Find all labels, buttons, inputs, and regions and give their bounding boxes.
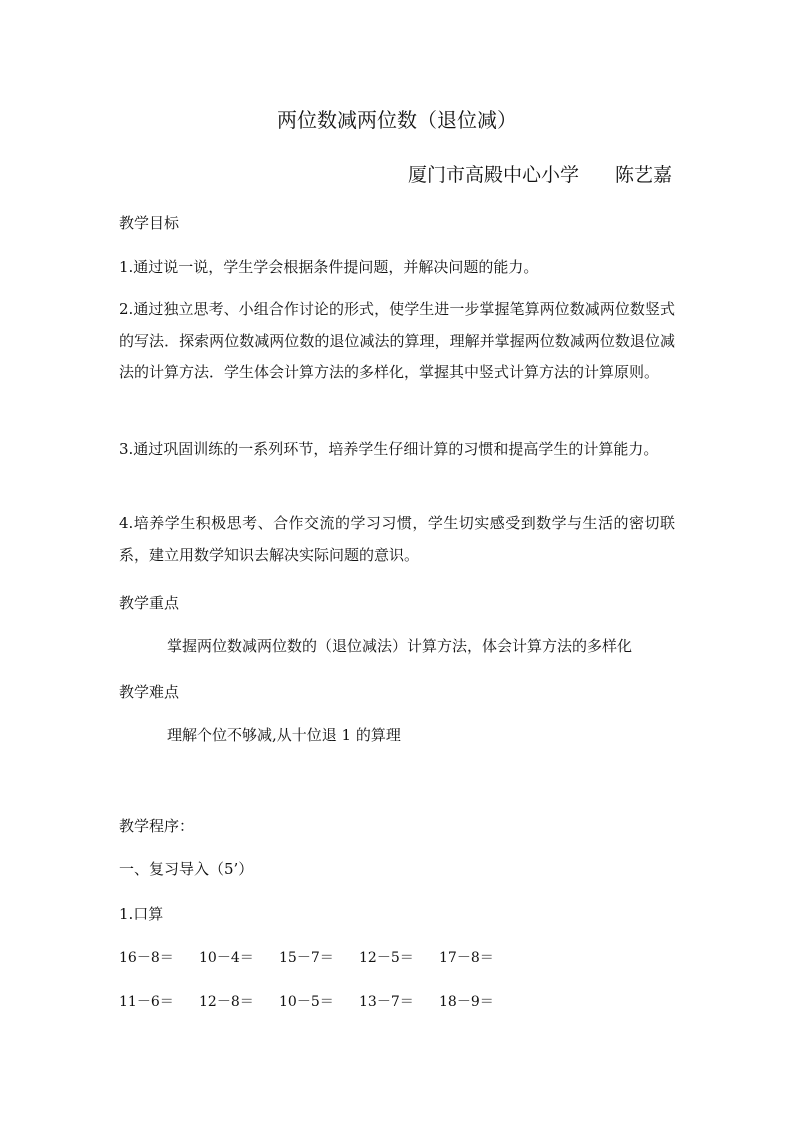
exercise-item: 15－7＝ xyxy=(279,950,334,966)
key-text: 掌握两位数减两位数的（退位减法）计算方法，体会计算方法的多样化 xyxy=(167,637,633,655)
exercise-item: 18－9＝ xyxy=(439,994,494,1010)
document-title: 两位数减两位数（退位减） xyxy=(277,108,517,132)
exercise-item: 12－8＝ xyxy=(199,994,254,1010)
procedure-heading: 教学程序： xyxy=(119,817,195,835)
exercise-item: 10－5＝ xyxy=(279,994,334,1010)
author-line xyxy=(408,160,672,187)
goal-item: 3.通过巩固训练的一系列环节，培养学生仔细计算的习惯和提高学生的计算能力。 xyxy=(119,440,659,458)
exercise-item: 10－4＝ xyxy=(199,950,254,966)
exercise-row xyxy=(119,947,519,967)
goals-heading: 教学目标 xyxy=(119,214,180,232)
goal-item: 4.培养学生积极思考、合作交流的学习习惯，学生切实感受到数学与生活的密切联系，建立用数学知识去解决实际问题的意识。 xyxy=(119,514,675,564)
goal-item: 1.通过说一说，学生学会根据条件提问题，并解决问题的能力。 xyxy=(119,258,539,276)
key-heading: 教学重点 xyxy=(119,594,180,612)
goal-item: 2.通过独立思考、小组合作讨论的形式，使学生进一步掌握笔算两位数减两位数竖式的写法．探索两位数减两位数的退位减法的算理，理解并掌握两位数减两位数退位减法的计算方法．学生体会计算方法的多样化，掌握其中竖式计算方法的计算原则。 xyxy=(119,300,675,381)
difficulty-text: 理解个位不够减,从十位退 1 的算理 xyxy=(167,726,401,744)
exercise-item: 12－5＝ xyxy=(359,950,414,966)
author-name: 陈艺嘉 xyxy=(614,164,672,186)
difficulty-heading: 教学难点 xyxy=(119,683,180,701)
exercise-item: 16－8＝ xyxy=(119,950,174,966)
section-heading: 一、复习导入（5’） xyxy=(119,860,254,878)
school-name: 厦门市高殿中心小学 xyxy=(407,164,579,186)
exercise-item: 17－8＝ xyxy=(439,950,494,966)
exercise-row xyxy=(119,991,519,1011)
exercise-item: 13－7＝ xyxy=(359,994,414,1010)
exercise-item: 11－6＝ xyxy=(119,994,174,1010)
oral-heading: 1.口算 xyxy=(119,905,164,923)
